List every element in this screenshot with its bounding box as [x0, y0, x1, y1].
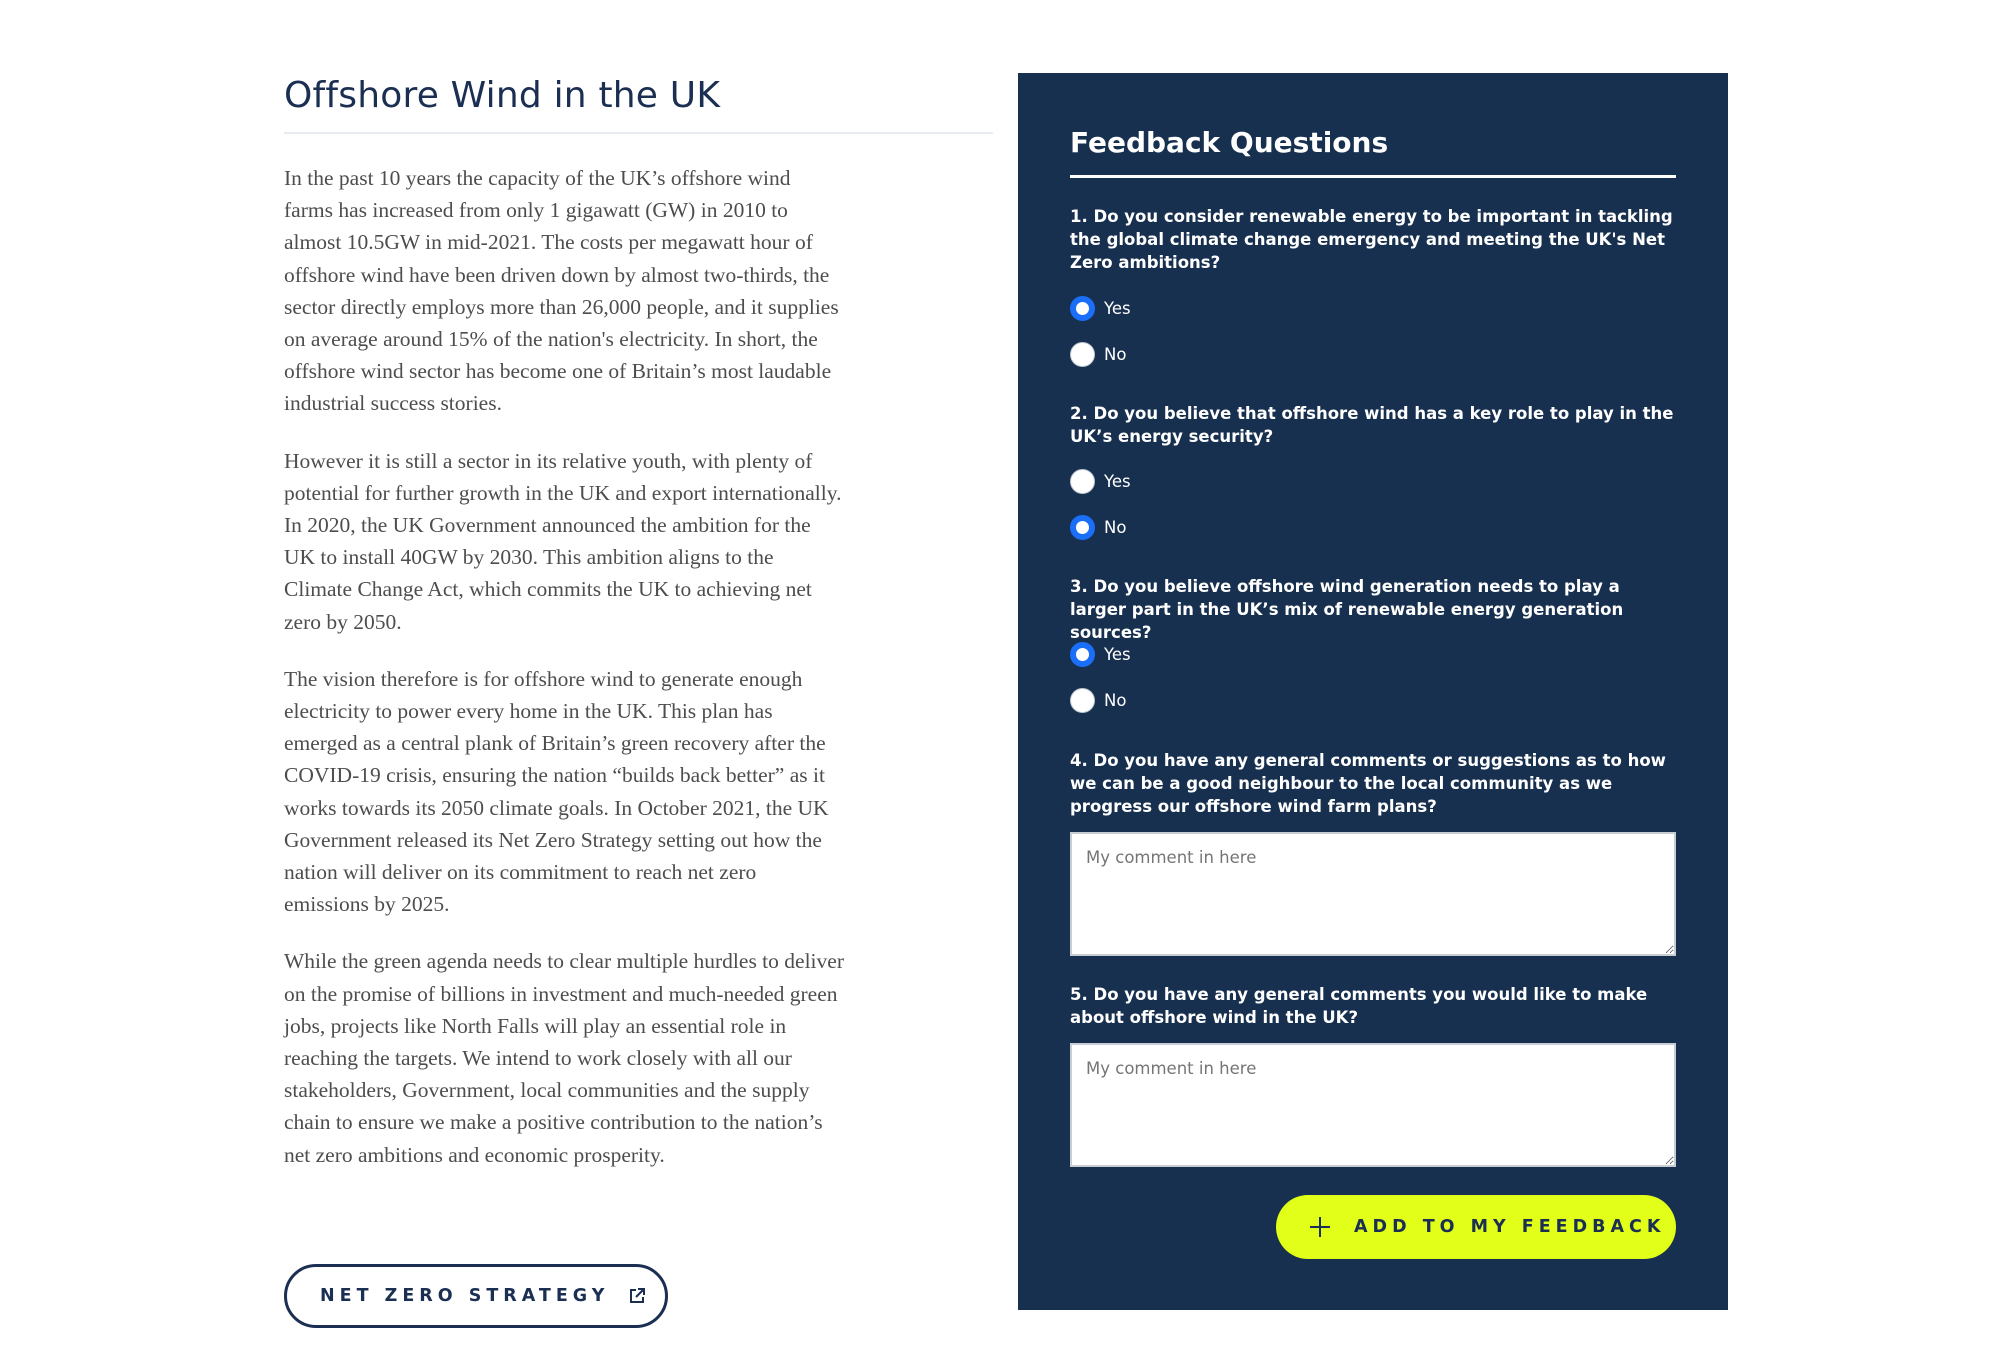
question-2-option-yes[interactable] [1070, 468, 1131, 494]
article-section [284, 62, 994, 1306]
radio-unchecked-icon[interactable] [1070, 688, 1095, 713]
question-1-text: 1. Do you consider renewable energy to be important in tackling the global climate change emergency and meeting the UK's Net Zero ambitions? [1070, 207, 1673, 272]
article-paragraph: While the green agenda needs to clear multiple hurdles to deliver on the promise of billions in investment and much-needed green jobs, projects like North Falls will play an essential role in reaching the targets. We intend to work closely with all our stakeholders, Government, local communities and the supply chain to ensure we make a positive contribution to the nation’s net zero ambitions and economic prosperity. [284, 949, 844, 1167]
question-1-option-yes[interactable] [1070, 295, 1131, 321]
title-divider [284, 132, 993, 134]
question-4-text: 4. Do you have any general comments or suggestions as to how we can be a good neighbour to the local community as we progress our offshore wind farm plans? [1070, 751, 1666, 816]
add-to-feedback-label: ADD TO MY FEEDBACK [1354, 1217, 1666, 1237]
question-1-option-no[interactable] [1070, 341, 1126, 367]
net-zero-strategy-label: NET ZERO STRATEGY [320, 1286, 610, 1306]
question-5-text: 5. Do you have any general comments you would like to make about offshore wind in the UK? [1070, 985, 1648, 1027]
radio-checked-icon[interactable] [1070, 515, 1095, 540]
radio-checked-icon[interactable] [1070, 296, 1095, 321]
article-title: Offshore Wind in the UK [284, 75, 721, 116]
radio-label: No [1104, 690, 1127, 710]
plus-icon [1308, 1215, 1332, 1239]
feedback-panel [1018, 73, 1728, 1310]
external-link-icon [627, 1286, 647, 1306]
radio-label: No [1104, 344, 1127, 364]
article-body [284, 162, 844, 1171]
radio-label: No [1104, 517, 1127, 537]
radio-checked-icon[interactable] [1070, 642, 1095, 667]
radio-label: Yes [1104, 298, 1131, 318]
add-to-feedback-button[interactable] [1276, 1195, 1676, 1259]
article-paragraph: In the past 10 years the capacity of the UK’s offshore wind farms has increased from only 1 gigawatt (GW) in 2010 to almost 10.5GW in mid-2021. The costs per megawatt hour of offshore wind have been driven down by almost two-thirds, the sector directly employs more than 26,000 people, and it supplies on average around 15% of the nation's electricity. In short, the offshore wind sector has become one of Britain’s most laudable industrial success stories. [284, 166, 839, 416]
question-3-text: 3. Do you believe offshore wind generation needs to play a larger part in the UK’s mix of renewable energy generation sources? [1070, 577, 1624, 642]
net-zero-strategy-button[interactable] [284, 1264, 668, 1328]
question-2-text: 2. Do you believe that offshore wind has a key role to play in the UK’s energy security? [1070, 404, 1674, 446]
question-2-option-no[interactable] [1070, 514, 1126, 540]
question-5-comment-input[interactable] [1070, 1043, 1676, 1167]
article-paragraph: The vision therefore is for offshore wind to generate enough electricity to power every home in the UK. This plan has emerged as a central plank of Britain’s green recovery after the COVID-19 crisis, ensuring the nation “builds back better” as it works towards its 2050 climate goals. In October 2021, the UK Government released its Net Zero Strategy setting out how the nation will deliver on its commitment to reach net zero emissions by 2025. [284, 666, 829, 917]
article-paragraph: However it is still a sector in its relative youth, with plenty of potential for further growth in the UK and export internationally. In 2020, the UK Government announced the ambition for the UK to install 40GW by 2030. This ambition aligns to the Climate Change Act, which commits the UK to achieving net zero by 2050. [284, 448, 842, 634]
radio-unchecked-icon[interactable] [1070, 342, 1095, 367]
feedback-title-divider [1070, 175, 1676, 178]
question-3-option-yes[interactable] [1070, 641, 1131, 667]
radio-label: Yes [1104, 644, 1131, 664]
radio-label: Yes [1104, 471, 1131, 491]
question-3-option-no[interactable] [1070, 687, 1126, 713]
feedback-title: Feedback Questions [1070, 126, 1389, 159]
radio-unchecked-icon[interactable] [1070, 469, 1095, 494]
question-4-comment-input[interactable] [1070, 832, 1676, 956]
